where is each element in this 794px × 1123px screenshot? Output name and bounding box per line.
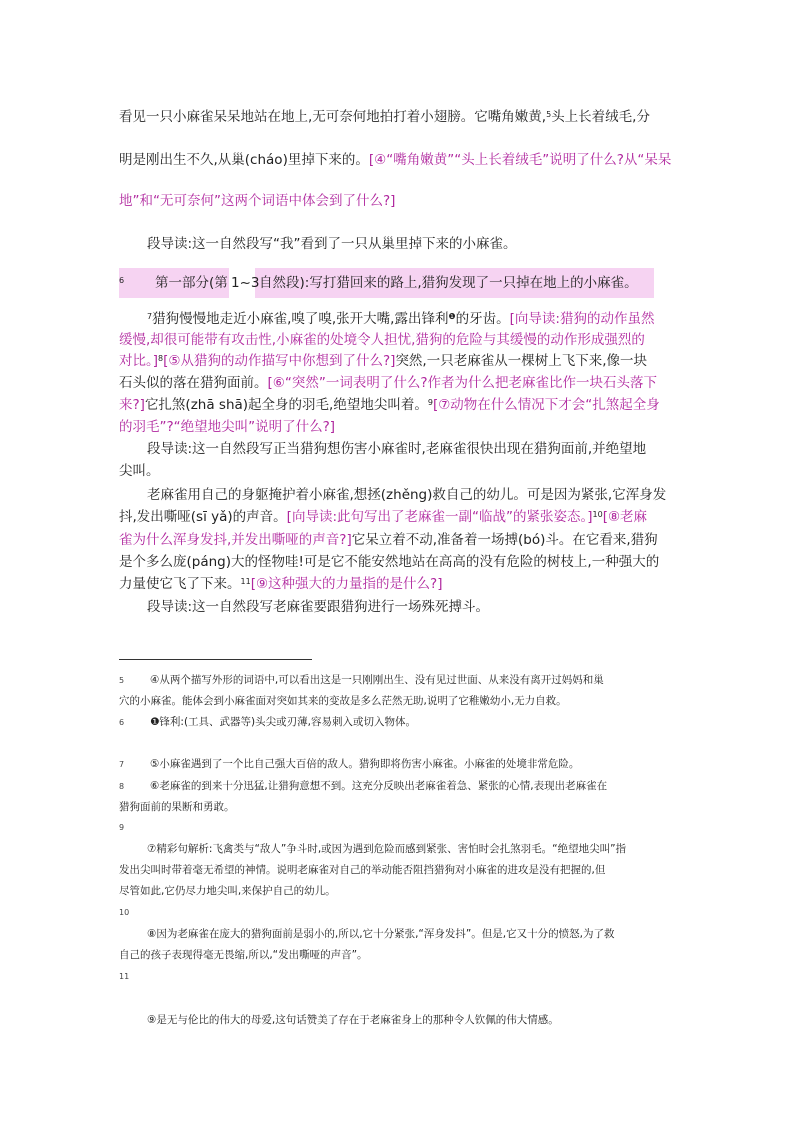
footnote-ref[interactable]: 8 [158, 354, 164, 363]
question-annotation: [⑦动物在什么情况下才会“扎煞起全身 [432, 397, 660, 413]
footnote-text: 猎狗面前的果断和勇敢。 [119, 801, 235, 813]
body-line-1: 看见一只小麻雀呆呆地站在地上,无可奈何地拍打着小翅膀。它嘴角嫩黄,$^5$头上长着绒毛,分 [119, 109, 650, 125]
footnote-ref[interactable]: 10 [592, 510, 603, 519]
footnote-divider [119, 659, 312, 660]
body-line-2: 明是刚出生不久,从巢(cháo)里掉下来的。[④“嘴角嫩黄”“头上长着绒毛”说明了什么?从“呆呆 [119, 152, 672, 168]
body-line: 石头似的落在猎狗面前。[⑥“突然”一词表明了什么?作者为什么把老麻雀比作一块石头落下 [119, 375, 658, 391]
body-line: $^7$猎狗慢慢地走近小麻雀,嗅了嗅,张开大嘴,露出锋利$^❶$的牙齿。[向导读:猎狗的动作虽然 [147, 311, 655, 327]
footnote-ref[interactable]: 5 [546, 110, 552, 119]
body-line: 老麻雀用自己的身躯掩护着小麻雀,想拯(zhěng)救自己的幼儿。可是因为紧张,它浑身发 [147, 487, 667, 503]
question-annotation: [向导读:猎狗的动作虽然 [509, 311, 655, 327]
section-heading [119, 274, 124, 292]
question-annotation: [⑧老麻 [602, 509, 648, 525]
footnote-text: ⑥老麻雀的到来十分迅猛,让猎狗意想不到。这充分反映出老麻雀着急、紧张的心情,表现出老麻雀在 [150, 780, 608, 792]
body-line: 来?]它扎煞(zhā shā)起全身的羽毛,绝望地尖叫着。$^9$[⑦动物在什么情况下才会“扎煞起全身 [119, 397, 660, 413]
footnote-ref[interactable]: 7 [147, 312, 153, 321]
paragraph-guide: 段导读:这一自然段写正当猎狗想伤害小麻雀时,老麻雀很快出现在猎狗面前,并绝望地 [147, 441, 647, 457]
paragraph-guide-cont: 尖叫。 [119, 463, 160, 479]
question-annotation: [⑤从猎狗的动作描写中你想到了什么?] [163, 353, 396, 369]
footnote-number: 8 [119, 782, 125, 791]
footnote-text: ⑧因为老麻雀在庞大的猎狗面前是弱小的,所以,它十分紧张,“浑身发抖”。但是,它又十分的愤怒,为了救 [147, 928, 615, 940]
footnote-number: 5 [119, 676, 125, 685]
question-annotation: 的羽毛”?“绝望地尖叫”说明了什么?] [119, 419, 336, 435]
footnote-number: 6 [119, 718, 125, 727]
question-annotation: [⑨这种强大的力量指的是什么?] [250, 576, 443, 592]
footnote-text: ⑦精彩句解析:飞禽类与“敌人”争斗时,或因为遇到危险而感到紧张、害怕时会扎煞羽毛。“绝望地尖叫”指 [147, 843, 627, 855]
section-heading-post: 自然段):写打猎回来的路上,猎狗发现了一只掉在地上的小麻雀。 [259, 275, 638, 291]
footnote-ref[interactable]: 11 [240, 577, 251, 586]
body-line: 是个多么庞(páng)大的怪物哇!可是它不能安然地站在高高的没有危险的树枝上,一种强大的 [119, 554, 660, 570]
footnote-text: ⑨是无与伦比的伟大的母爱,这句话赞美了存在于老麻雀身上的那种令人钦佩的伟大情感。 [147, 1014, 559, 1026]
footnote-text: ④从两个描写外形的词语中,可以看出这是一只刚刚出生、没有见过世面、从来没有离开过妈妈和巢 [150, 674, 604, 686]
question-annotation: 地”和“无可奈何”这两个词语中体会到了什么?] [119, 193, 396, 209]
section-heading-range: 1~3 [231, 275, 260, 291]
question-annotation: 缓慢,却很可能带有攻击性,小麻雀的处境令人担忧,猎狗的危险与其缓慢的动作形成强烈的 [119, 332, 645, 348]
paragraph-guide: 段导读:这一自然段写老麻雀要跟猎狗进行一场殊死搏斗。 [147, 599, 490, 615]
footnote-number: 9 [119, 823, 125, 832]
footnote-text: 穴的小麻雀。能体会到小麻雀面对突如其来的变故是多么茫然无助,说明了它稚嫩幼小,无力自救。 [119, 695, 567, 707]
footnote-number: 11 [119, 972, 130, 981]
body-line: 抖,发出嘶哑(sī yǎ)的声音。[向导读:此句写出了老麻雀一副“临战”的紧张姿态。]$^{10}$[⑧老麻 [119, 509, 648, 525]
section-heading-pre: 第一部分(第 [155, 275, 228, 291]
footnote-text: 自己的孩子表现得毫无畏缩,所以,“发出嘶哑的声音”。 [119, 949, 368, 961]
footnote-ref[interactable]: 6 [119, 276, 125, 285]
body-line: 雀为什么浑身发抖,并发出嘶哑的声音?]它呆立着不动,准备着一场搏(bó)斗。在它看来,猎狗 [119, 532, 658, 548]
footnote-text: 发出尖叫时带着毫无希望的神情。说明老麻雀对自己的举动能否阻挡猎狗对小麻雀的进攻是没有把握的,但 [119, 864, 606, 876]
footnote-ref[interactable]: 9 [427, 398, 433, 407]
body-line: 力量使它飞了下来。$^{11}$[⑨这种强大的力量指的是什么?] [119, 576, 443, 592]
question-annotation: [④“嘴角嫩黄”“头上长着绒毛”说明了什么?从“呆呆 [368, 152, 672, 168]
footnote-number: 7 [119, 760, 125, 769]
footnote-text: ❶锋利:(工具、武器等)头尖或刃薄,容易刺入或切入物体。 [150, 716, 416, 728]
question-annotation: [⑥“突然”一词表明了什么?作者为什么把老麻雀比作一块石头落下 [267, 375, 658, 391]
question-annotation: [向导读:此句写出了老麻雀一副“临战”的紧张姿态。] [286, 509, 593, 525]
footnote-text: ⑤小麻雀遇到了一个比自己强大百倍的敌人。猎狗即将伤害小麻雀。小麻雀的处境非常危险。 [150, 758, 580, 770]
question-annotation: 雀为什么浑身发抖,并发出嘶哑的声音?] [119, 532, 352, 548]
footnote-text: 尽管如此,它仍尽力地尖叫,来保护自己的幼儿。 [119, 885, 336, 897]
footnote-number: 10 [119, 908, 130, 917]
paragraph-guide: 段导读:这一自然段写“我”看到了一只从巢里掉下来的小麻雀。 [147, 236, 517, 252]
body-line: 对比。]$^8$[⑤从猎狗的动作描写中你想到了什么?]突然,一只老麻雀从一棵树上飞下来,像一块 [119, 353, 648, 369]
